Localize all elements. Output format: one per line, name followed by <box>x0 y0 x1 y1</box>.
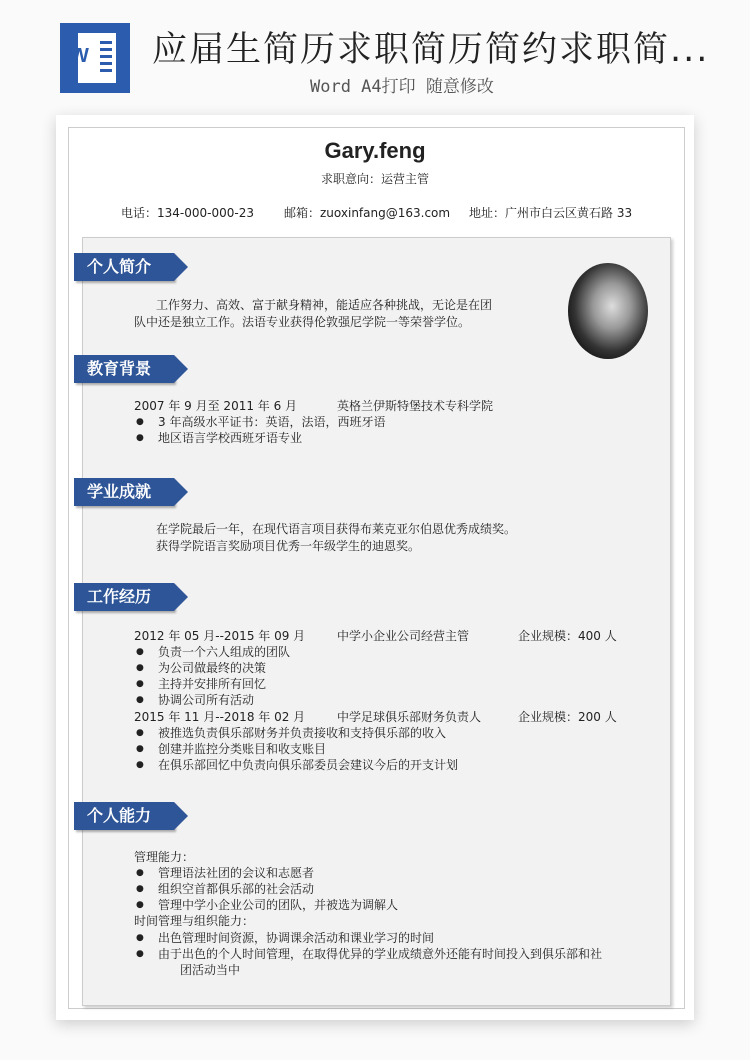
profile-text: 队中还是独立工作。法语专业获得伦敦强尼学院一等荣誉学位。 <box>134 315 471 329</box>
achievement-text: 在学院最后一年，在现代语言项目获得布莱克亚尔伯恩优秀成绩奖。 <box>156 522 517 536</box>
list-item: ● 由于出色的个人时间管理，在取得优异的学业成绩意外还能有时间投入到俱乐部和社 <box>158 946 602 962</box>
skill-group-label: 时间管理与组织能力： <box>134 914 255 928</box>
page-title: 应届生简历求职简历简约求职简... <box>152 30 710 70</box>
list-item: ● 被推选负责俱乐部财务并负责接收和支持俱乐部的收入 <box>158 725 446 741</box>
subtitle: Word A4打印 随意修改 <box>310 77 494 97</box>
list-item: ● 创建并监控分类账目和收支账目 <box>158 741 326 757</box>
education-school: 英格兰伊斯特堡技术专科学院 <box>337 399 494 413</box>
job-role: 中学小企业公司经营主管 <box>337 629 470 643</box>
section-education-header: 教育背景 <box>74 355 174 383</box>
profile-text: 工作努力、高效、富于献身精神，能适应各种挑战，无论是在团 <box>156 298 493 312</box>
job-period: 2015 年 11 月--2018 年 02 月 <box>134 710 306 724</box>
list-item: ● 出色管理时间资源，协调课余活动和课业学习的时间 <box>158 930 434 946</box>
achievement-text: 获得学院语言奖励项目优秀一年级学生的迪恩奖。 <box>156 539 421 553</box>
list-item: ● 地区语言学校西班牙语专业 <box>158 430 302 446</box>
email: 邮箱：zuoxinfang@163.com <box>284 206 451 220</box>
list-item: ● 组织空首都俱乐部的社会活动 <box>158 881 314 897</box>
list-item: ● 3 年高级水平证书：英语，法语，西班牙语 <box>158 414 385 430</box>
list-item: ● 管理中学小企业公司的团队，并被选为调解人 <box>158 897 398 913</box>
profile-photo <box>568 263 648 359</box>
phone: 电话：134-000-000-23 <box>121 206 254 220</box>
list-item: ● 管理语法社团的会议和志愿者 <box>158 865 314 881</box>
job-role: 中学足球俱乐部财务负责人 <box>337 710 482 724</box>
skill-group-label: 管理能力： <box>134 850 195 864</box>
education-period: 2007 年 9 月至 2011 年 6 月 <box>134 399 298 413</box>
list-item: ● 在俱乐部回忆中负责向俱乐部委员会建议今后的开支计划 <box>158 757 458 773</box>
list-item: ● 负责一个六人组成的团队 <box>158 644 290 660</box>
list-item: ● 为公司做最终的决策 <box>158 660 266 676</box>
list-item-continuation: 团活动当中 <box>180 963 241 977</box>
job-period: 2012 年 05 月--2015 年 09 月 <box>134 629 306 643</box>
address: 地址：广州市白云区黄石路 33 <box>469 206 633 220</box>
job-size: 企业规模：400 人 <box>518 629 617 643</box>
section-skills-header: 个人能力 <box>74 802 174 830</box>
job-intent: 求职意向：运营主管 <box>320 172 429 186</box>
job-size: 企业规模：200 人 <box>518 710 617 724</box>
resume-name: Gary.feng <box>324 138 426 163</box>
section-profile-header: 个人简介 <box>74 253 174 281</box>
word-logo-icon: W <box>60 23 130 93</box>
list-item: ● 主持并安排所有回忆 <box>158 676 266 692</box>
list-item: ● 协调公司所有活动 <box>158 692 254 708</box>
section-achievements-header: 学业成就 <box>74 478 174 506</box>
section-work-header: 工作经历 <box>74 583 174 611</box>
